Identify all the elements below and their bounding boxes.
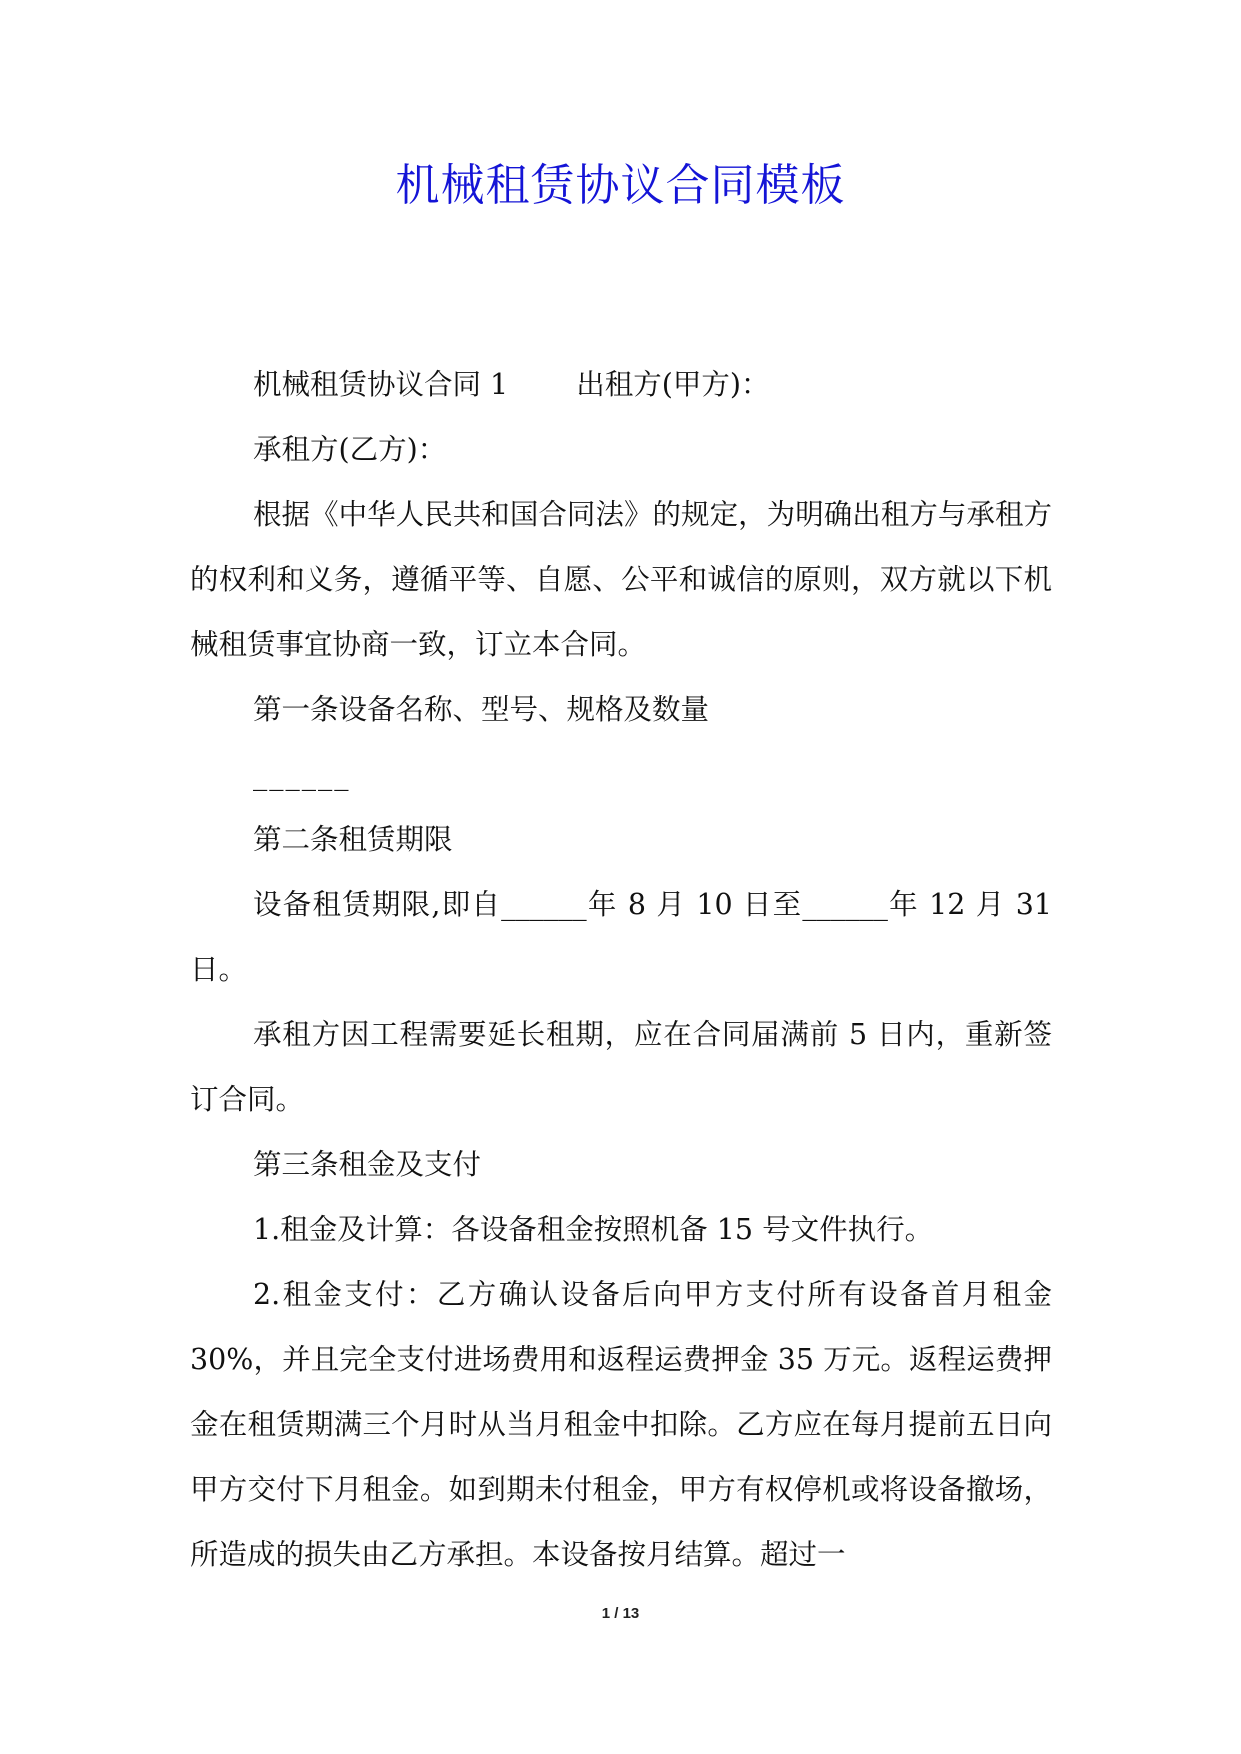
equipment-blank-line: ______ bbox=[253, 758, 351, 791]
article-3-heading: 第三条租金及支付 bbox=[253, 1148, 482, 1181]
paragraph-contract-heading bbox=[190, 352, 1052, 417]
paragraph-lessee: 承租方(乙方)： bbox=[253, 433, 447, 466]
document-title: 机械租赁协议合同模板 bbox=[395, 160, 846, 211]
paragraph-extension: 承租方因工程需要延长租期，应在合同届满前 5 日内，重新签订合同。 bbox=[190, 1018, 1052, 1116]
contract-number-label: 机械租赁协议合同 1 bbox=[253, 368, 509, 401]
document-body bbox=[190, 352, 1052, 1587]
article-1-heading: 第一条设备名称、型号、规格及数量 bbox=[253, 693, 710, 726]
page-number: 1 / 13 bbox=[601, 1605, 640, 1622]
paragraph-lease-term: 设备租赁期限,即自______年 8 月 10 日至______年 12 月 31 日。 bbox=[190, 888, 1052, 986]
paragraph-preamble: 根据《中华人民共和国合同法》的规定，为明确出租方与承租方的权利和义务，遵循平等、自愿、公平和诚信的原则，双方就以下机械租赁事宜协商一致，订立本合同。 bbox=[190, 498, 1052, 661]
article-2-heading: 第二条租赁期限 bbox=[253, 823, 453, 856]
paragraph-rent-calculation: 1.租金及计算：各设备租金按照机备 15 号文件执行。 bbox=[253, 1213, 934, 1246]
lessor-label: 出租方(甲方)： bbox=[576, 368, 770, 401]
paragraph-rent-payment: 2.租金支付：乙方确认设备后向甲方支付所有设备首月租金 30%，并且完全支付进场费用和返程运费押金 35 万元。返程运费押金在租赁期满三个月时从当月租金中扣除。乙方应在每月提前五日向甲方交付下月租金。如到期未付租金，甲方有权停机或将设备撤场，所造成的损失由乙方承担。本设备按月结算。超过一 bbox=[190, 1278, 1052, 1571]
